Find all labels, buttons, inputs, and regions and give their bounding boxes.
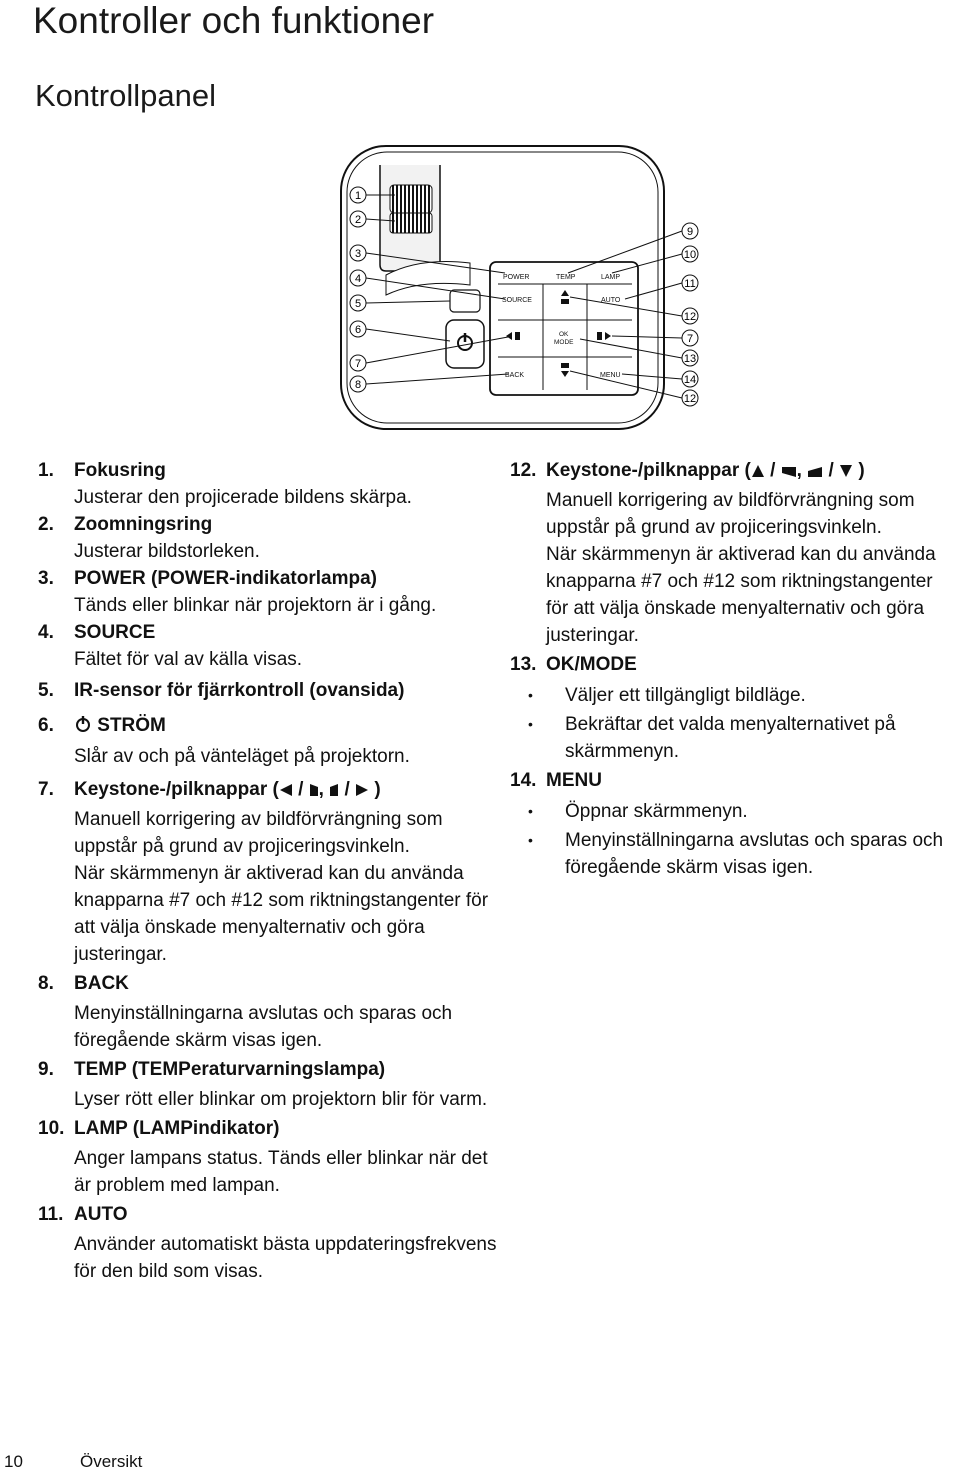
section-title: Kontrollpanel [35, 78, 216, 113]
item-desc: Justerar den projicerade bildens skärpa. [74, 487, 412, 508]
item-desc: Menyinställningarna avslutas och sparas och föregående skärm visas igen. [74, 1003, 453, 1051]
svg-text:9: 9 [686, 226, 694, 238]
item-1: 1. Fokusring Justerar den projicerade bildens skärpa. [38, 457, 498, 511]
item-desc: Fältet för val av källa visas. [74, 649, 303, 670]
item-title: Fokusring [74, 460, 166, 481]
svg-text:11: 11 [684, 278, 696, 290]
item-desc: Slår av och på vänteläget på projektorn. [74, 746, 410, 767]
auto-label: AUTO [601, 297, 621, 304]
item-desc: Lyser rött eller blinkar om projektorn blir för varm. [74, 1089, 488, 1110]
ok-label: OK [559, 331, 569, 338]
mode-label: MODE [554, 339, 574, 346]
source-label: SOURCE [502, 297, 532, 304]
svg-text:3: 3 [354, 248, 362, 260]
power-button-frame [446, 320, 484, 368]
item-9: 9. TEMP (TEMPeraturvarningslampa) Lyser rött eller blinkar om projektorn blir för varm. [38, 1056, 498, 1113]
svg-text:13: 13 [683, 353, 697, 365]
keystone-bottom-icon [781, 466, 797, 478]
item-title: IR-sensor för fjärrkontroll (ovansida) [74, 680, 405, 701]
item-title: AUTO [74, 1204, 128, 1225]
item-title: LAMP (LAMPindikator) [74, 1118, 280, 1139]
svg-text:7: 7 [354, 358, 362, 370]
item-title: Zoomningsring [74, 514, 213, 535]
svg-text:12: 12 [683, 311, 697, 323]
item-title: OK/MODE [546, 654, 637, 675]
svg-text:10: 10 [683, 249, 697, 261]
back-label: BACK [505, 372, 525, 379]
footer-section: Översikt [80, 1452, 143, 1471]
svg-text:1: 1 [354, 190, 362, 202]
svg-text:6: 6 [354, 324, 362, 336]
temp-label: TEMP [556, 274, 576, 281]
item-8: 8. BACK Menyinställningarna avslutas och sparas och föregående skärm visas igen. [38, 970, 498, 1054]
power-icon [74, 715, 92, 733]
item-desc: Använder automatiskt bästa uppdateringsfrekvens för den bild som visas. [74, 1234, 497, 1282]
svg-text:4: 4 [354, 273, 362, 285]
keystone-top-icon [807, 466, 823, 478]
zoom-ring [390, 213, 432, 233]
item-desc: När skärmmenyn är aktiverad kan du använda knapparna #7 och #12 som riktningstangenter för att välja önskade menyalternativ och göra justeringar. [546, 544, 936, 646]
item-desc: Anger lampans status. Tänds eller blinkar när det är problem med lampan. [74, 1148, 488, 1196]
svg-text:5: 5 [354, 298, 362, 310]
item-6: 6. STRÖM Slår av och på vänteläget på projektorn. [38, 712, 498, 770]
item-3: 3. POWER (POWER-indikatorlampa) Tänds eller blinkar när projektorn är i gång. [38, 565, 498, 619]
item-2: 2. Zoomningsring Justerar bildstorleken. [38, 511, 498, 565]
item-desc: Justerar bildstorleken. [74, 541, 260, 562]
item-11: 11. AUTO Använder automatiskt bästa uppdateringsfrekvens för den bild som visas. [38, 1201, 498, 1285]
item-desc: När skärmmenyn är aktiverad kan du använda knapparna #7 och #12 som riktningstangenter för att välja önskade menyalternativ och göra justeringar. [74, 863, 489, 965]
item-title: POWER (POWER-indikatorlampa) [74, 568, 377, 589]
item-title: MENU [546, 770, 602, 791]
keystone-right-icon [355, 783, 369, 797]
keystone-down-icon [839, 464, 853, 478]
item-13: 13. OK/MODE [510, 651, 955, 678]
svg-text:2: 2 [354, 214, 362, 226]
list-item: • Öppnar skärmmenyn. [510, 798, 955, 825]
item-title: TEMP (TEMPeraturvarningslampa) [74, 1059, 386, 1080]
menu-label: MENU [600, 372, 621, 379]
item-14: 14. MENU [510, 767, 955, 794]
svg-text:12: 12 [683, 393, 697, 405]
item-desc: Manuell korrigering av bildförvrängning som uppstår på grund av projiceringsvinkeln. [546, 490, 915, 538]
item-title: Keystone-/pilknappar ( / , / ) [74, 779, 381, 800]
left-column [38, 457, 498, 1285]
list-item: • Bekräftar det valda menyalternativet på skärmmenyn. [510, 711, 955, 765]
control-panel-diagram [340, 145, 725, 430]
page-title: Kontroller och funktioner [33, 0, 435, 41]
page-number: 10 [4, 1452, 23, 1471]
svg-text:8: 8 [354, 379, 362, 391]
svg-text:14: 14 [683, 374, 697, 386]
item-desc: Tänds eller blinkar när projektorn är i gång. [74, 595, 437, 616]
item-title: BACK [74, 973, 129, 994]
item-title: SOURCE [74, 622, 156, 643]
svg-text:7: 7 [686, 333, 694, 345]
power-label: POWER [503, 274, 530, 281]
item-12: 12. Keystone-/pilknappar ( / , / ) Manuell korrigering av bildförvrängning som uppstår på grund av projiceringsvinkeln. När skärmmenyn är aktiverad kan du använda knapparna #7 och #12 som riktningstangenter för att välja önskade menyalternativ och göra justeringar. [510, 457, 955, 649]
right-column [510, 457, 955, 881]
item-7: 7. Keystone-/pilknappar ( / , / ) Manuell korrigering av bildförvrängning som uppstår på grund av projiceringsvinkeln. När skärmmenyn är aktiverad kan du använda knapparna #7 och #12 som riktningstangenter för att välja önskade menyalternativ och göra justeringar. [38, 776, 498, 968]
list-item: • Menyinställningarna avslutas och sparas och föregående skärm visas igen. [510, 827, 955, 881]
keystone-top-right-icon [309, 783, 319, 797]
item-title: Keystone-/pilknappar ( / , / ) [546, 460, 865, 481]
item-5: 5. IR-sensor för fjärrkontroll (ovansida) [38, 677, 498, 704]
keystone-top-left-icon [329, 783, 339, 797]
keystone-left-icon [279, 783, 293, 797]
item-10: 10. LAMP (LAMPindikator) Anger lampans status. Tänds eller blinkar när det är problem med lampan. [38, 1115, 498, 1199]
focus-ring [390, 185, 432, 213]
list-item: • Väljer ett tillgängligt bildläge. [510, 682, 955, 709]
item-title: STRÖM [74, 712, 498, 739]
item-4: 4. SOURCE Fältet för val av källa visas. [38, 619, 498, 673]
lamp-label: LAMP [601, 274, 621, 281]
item-desc: Manuell korrigering av bildförvrängning som uppstår på grund av projiceringsvinkeln. [74, 809, 443, 857]
keystone-up-icon [751, 464, 765, 478]
